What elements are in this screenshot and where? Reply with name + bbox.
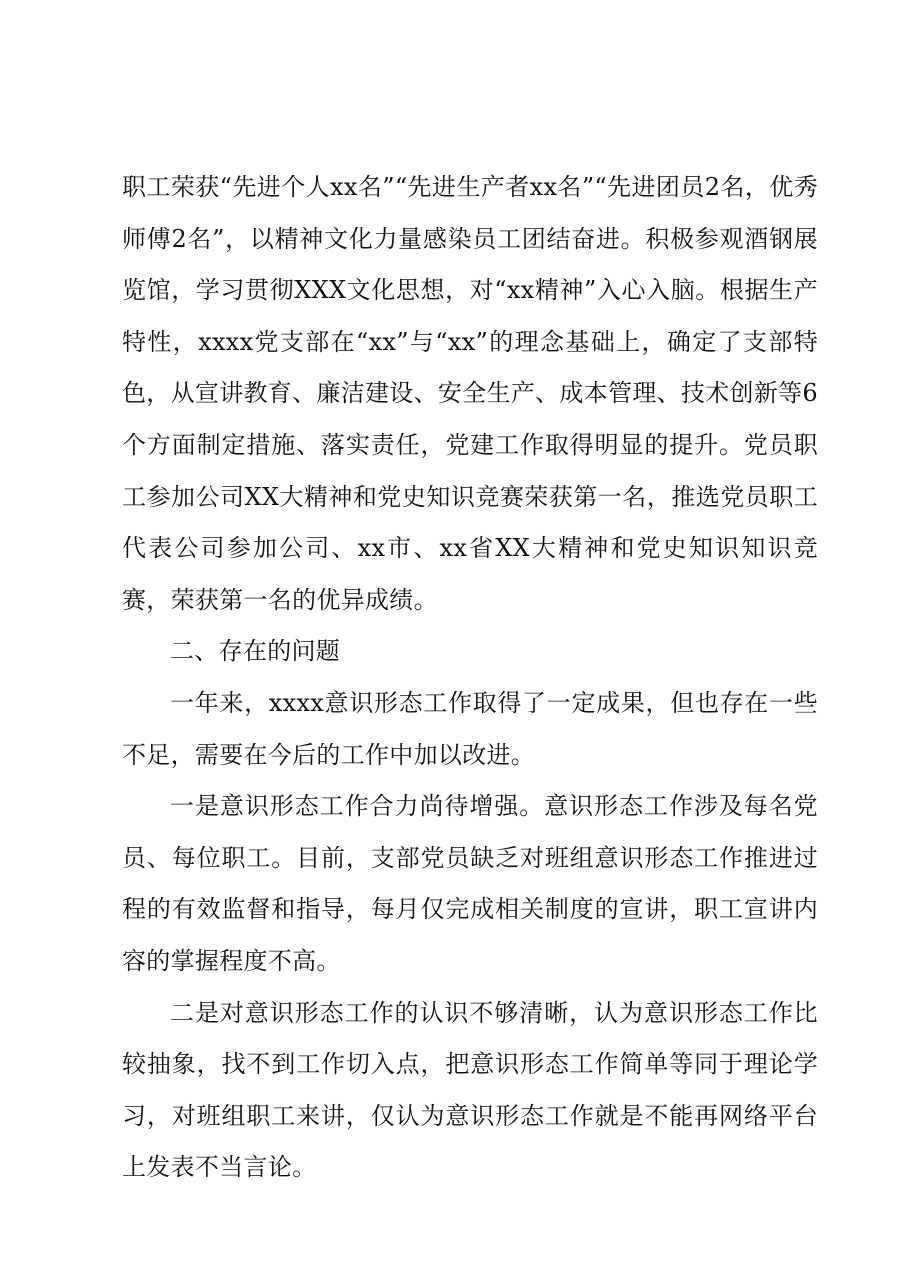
section-heading: 二、存在的问题 <box>170 637 341 666</box>
paragraph-intro: 一年来，xxxx意识形态工作取得了一定成果，但也存在一些不足，需要在今后的工作中加以改进。 <box>122 688 818 769</box>
paragraph-issue-two: 二是对意识形态工作的认识不够清晰，认为意识形态工作比较抽象，找不到工作切入点，把意识形态工作简单等同于理论学习，对班组职工来讲，仅认为意识形态工作就是不能再网络平台上发表不当言论。 <box>122 998 818 1182</box>
document-body <box>122 162 818 1194</box>
paragraph-continued: 职工荣获“先进个人xx名”“先进生产者xx名”“先进团员2名，优秀师傅2名”，以精神文化力量感染员工团结奋进。积极参观酒钢展览馆，学习贯彻XXX文化思想，对“xx精神”入心入脑。根据生产特性，xxxx党支部在“xx”与“xx”的理念基础上，确定了支部特色，从宣讲教育、廉洁建设、安全生产、成本管理、技术创新等6个方面制定措施、落实责任，党建工作取得明显的提升。党员职工参加公司XX大精神和党史知识竞赛荣获第一名，推选党员职工代表公司参加公司、xx市、xx省XX大精神和党史知识知识竞赛，荣获第一名的优异成绩。 <box>122 173 818 614</box>
paragraph-issue-one: 一是意识形态工作合力尚待增强。意识形态工作涉及每名党员、每位职工。目前，支部党员缺乏对班组意识形态工作推进过程的有效监督和指导，每月仅完成相关制度的宣讲，职工宣讲内容的掌握程度不高。 <box>122 792 818 975</box>
